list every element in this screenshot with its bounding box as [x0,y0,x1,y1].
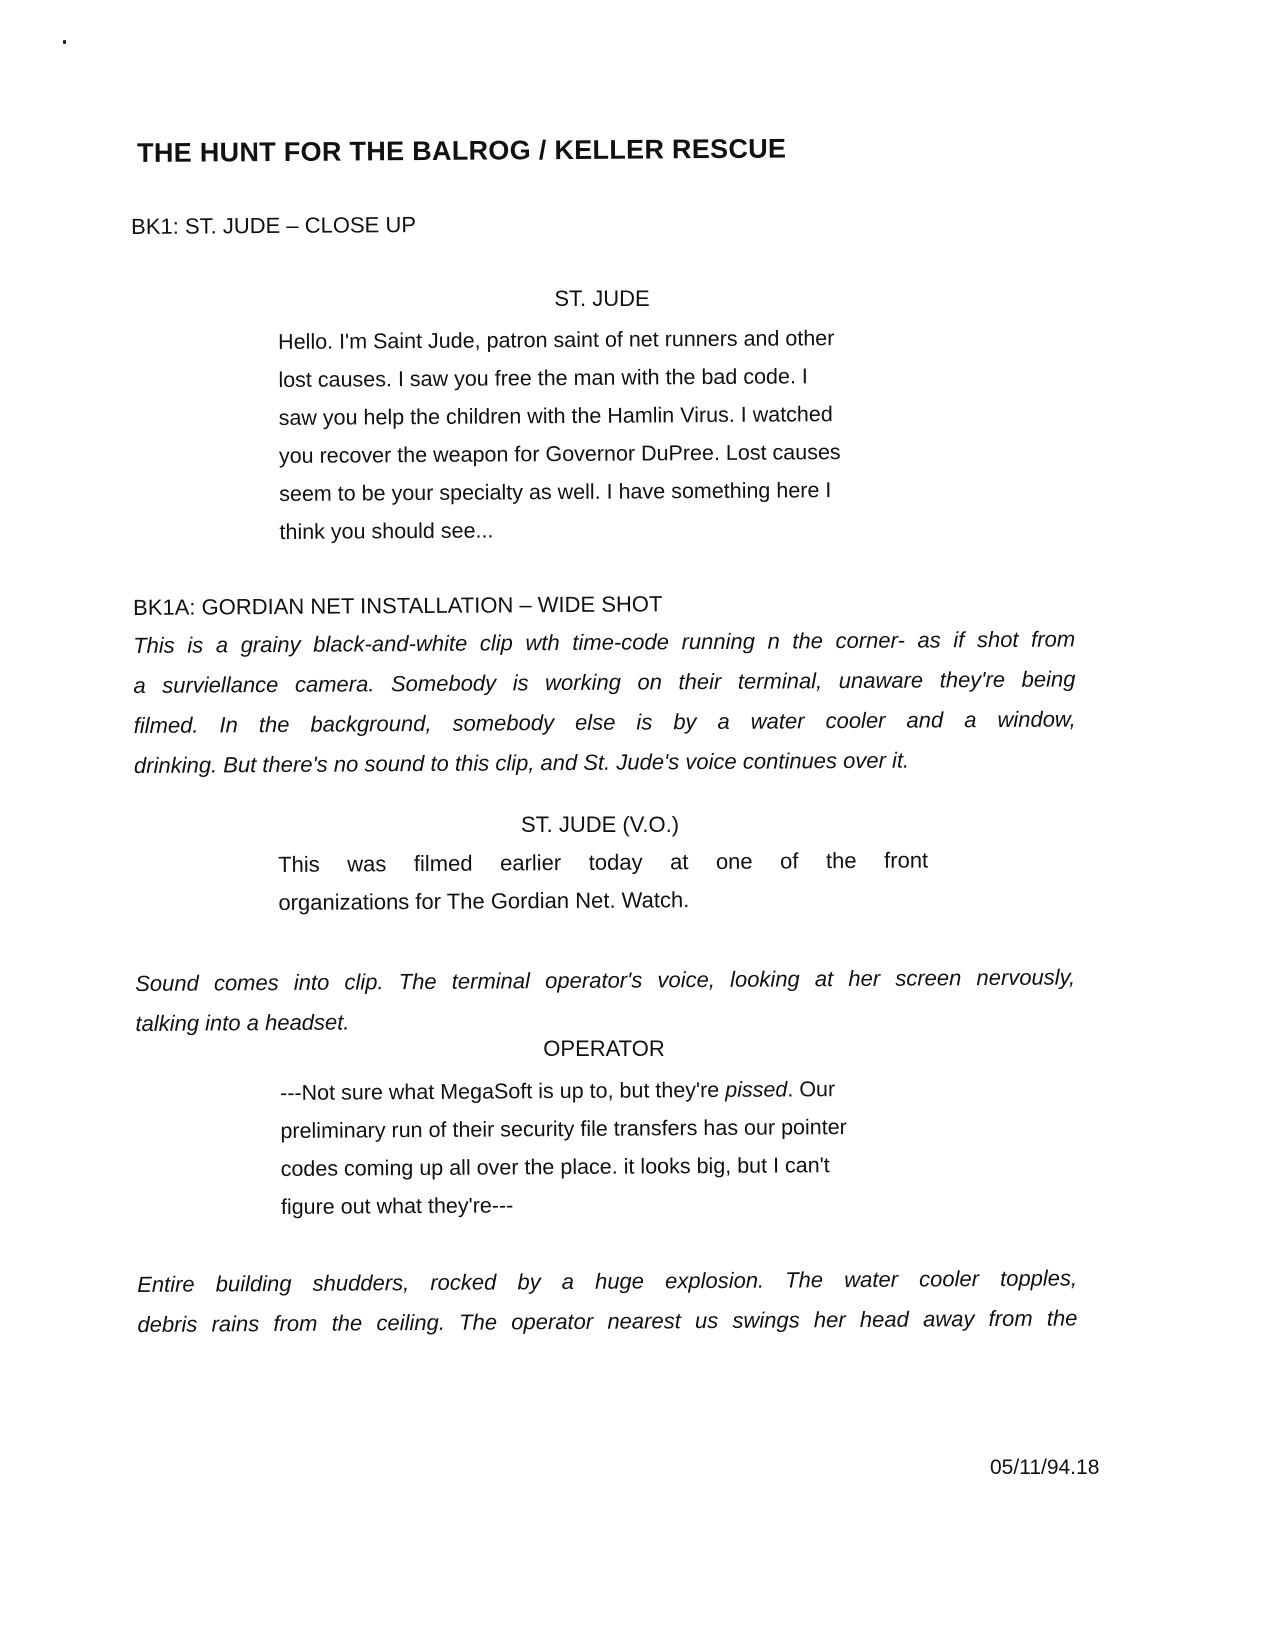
action-block [135,957,1076,1044]
script-title: THE HUNT FOR THE BALROG / KELLER RESCUE [137,133,787,168]
dialogue-line: lost causes. I saw you free the man with the bad code. I [278,364,808,392]
action-line: a surviellance camera. Somebody is working on their terminal, unaware they're being [133,666,1076,698]
dialogue-line: think you should see... [279,518,494,544]
scene-heading-bk1: BK1: ST. JUDE – CLOSE UP [131,212,417,239]
dialogue-emphasis: pissed [725,1077,788,1102]
action-line: Sound comes into clip. The terminal operator's voice, looking at her screen nervously, [135,964,1076,996]
dialogue-text: ---Not sure what MegaSoft is up to, but they're [280,1077,726,1105]
action-line: talking into a headset. [135,1009,350,1036]
character-name: ST. JUDE (V.O.) [520,812,680,837]
action-line: debris rains from the ceiling. The operator nearest us swings her head away from the [137,1305,1078,1337]
dialogue-block [280,1069,931,1226]
action-block [137,1258,1078,1345]
dialogue-line [280,1069,930,1112]
character-name: ST. JUDE [554,286,650,311]
dialogue-line: preliminary run of their security file transfers has our pointer [280,1115,847,1143]
dialogue-text: . Our [787,1077,836,1102]
dialogue-line: This was filmed earlier today at one of the front [278,847,929,877]
action-line: This is a grainy black-and-white clip wth time-code running n the corner- as if shot from [133,626,1076,658]
dialogue-block [278,841,929,922]
dialogue-line: seem to be your specialty as well. I have something here I [279,478,832,506]
dialogue-line: codes coming up all over the place. it looks big, but I can't [280,1153,830,1181]
scene-heading-bk1a: BK1A: GORDIAN NET INSTALLATION – WIDE SHOT [133,591,663,620]
page-code: 05/11/94.18 [990,1456,1100,1479]
action-line: Entire building shudders, rocked by a huge explosion. The water cooler topples, [137,1265,1078,1297]
action-block [133,619,1076,786]
dialogue-line: figure out what they're--- [280,1193,514,1219]
character-name: OPERATOR [543,1036,665,1061]
dialogue-line: Hello. I'm Saint Jude, patron saint of net runners and other [278,326,835,354]
scan-speck [63,40,66,44]
dialogue-block [278,318,930,551]
action-line: filmed. In the background, somebody else is by a water cooler and a window, [133,706,1076,738]
dialogue-line: saw you help the children with the Hamlin Virus. I watched [278,402,833,430]
dialogue-line: organizations for The Gordian Net. Watch. [278,887,690,915]
action-line: drinking. But there's no sound to this clip, and St. Jude's voice continues over it. [133,747,910,778]
dialogue-line: you recover the weapon for Governor DuPree. Lost causes [278,440,841,468]
